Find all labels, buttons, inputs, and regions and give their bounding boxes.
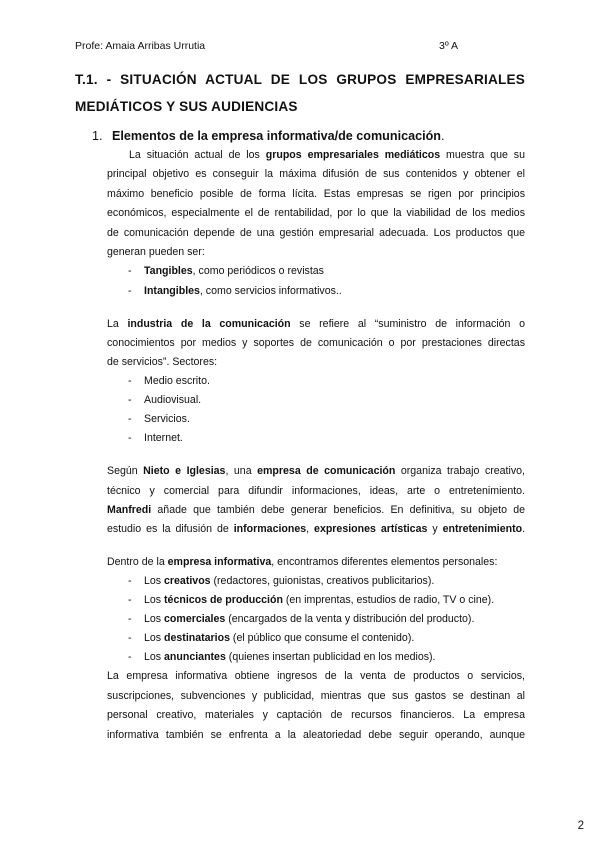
p4-bold-term: empresa informativa xyxy=(167,556,272,568)
header-teacher: Profe: Amaia Arribas Urrutia xyxy=(75,40,206,52)
p1-line-6: generan pueden ser: xyxy=(107,246,205,258)
p5-line-4: informativa también se enfrenta a la aleatoriedad debe seguir operando, aunque xyxy=(107,729,525,741)
p3-text: añade que también debe generar beneficios. En definitiva, su objeto de xyxy=(151,504,525,516)
list-text: Los xyxy=(144,575,165,587)
p3-line-4 xyxy=(107,520,525,539)
p1-line-3: máximo beneficio posible de forma lícita. Estas empresas se rigen por principios xyxy=(107,188,525,200)
list-dash: - xyxy=(128,613,132,625)
list-dash: - xyxy=(128,632,132,644)
p5-line-3: personal creativo, materiales y captación de recursos financieros. La empresa xyxy=(107,709,525,721)
list-bold: Intangibles xyxy=(144,285,200,297)
p1-bold-term: grupos empresariales mediáticos xyxy=(265,149,441,161)
title-line-1: T.1. - SITUACIÓN ACTUAL DE LOS GRUPOS EMPRESARIALES xyxy=(75,72,525,87)
p4-line-1 xyxy=(107,553,525,572)
list-text: , como periódicos o revistas xyxy=(192,265,324,277)
p4-text: , encontramos diferentes elementos personales: xyxy=(271,556,498,568)
p3-line-3 xyxy=(107,501,525,520)
p3-text: . xyxy=(522,523,526,535)
p3-text: y xyxy=(427,523,443,535)
p3-bold-term: Nieto e Iglesias xyxy=(143,465,226,477)
p1-line-5: de comunicación depende de una gestión empresarial adecuada. Los productos que xyxy=(107,227,525,239)
p2-line-2: conocimientos por medios y soportes de comunicación o por prestaciones directas xyxy=(107,337,525,349)
p5-line-1: La empresa informativa obtiene ingresos de la venta de productos o servicios, xyxy=(107,670,525,682)
p3-bold-term: empresa de comunicación xyxy=(257,465,396,477)
p1-line-4: económicos, especialmente el de rentabilidad, por lo que la viabilidad de los medios xyxy=(107,207,525,219)
p2-text: se refiere al “suministro de información o xyxy=(290,318,525,330)
section-heading-period: . xyxy=(440,129,445,143)
p3-text: estudio es la difusión de xyxy=(107,523,234,535)
list-dash: - xyxy=(128,575,132,587)
p3-text: organiza trabajo creativo, xyxy=(395,465,525,477)
p1-text: muestra que su xyxy=(440,149,525,161)
p3-bold-term: entretenimiento xyxy=(442,523,523,535)
list-text: Los xyxy=(144,594,165,606)
p2-line-1 xyxy=(107,315,525,334)
header-grade: 3º A xyxy=(439,40,459,52)
list-bold: comerciales xyxy=(164,613,226,625)
list-text: Audiovisual. xyxy=(144,394,202,406)
p1-text: La situación actual de los xyxy=(129,149,266,161)
list-dash: - xyxy=(128,375,132,387)
section-heading-text: Elementos de la empresa informativa/de comunicación xyxy=(112,129,441,143)
list-text: Los xyxy=(144,613,165,625)
list-bold: destinatarios xyxy=(164,632,230,644)
p3-text: , una xyxy=(225,465,258,477)
p3-text: Según xyxy=(107,465,144,477)
p2-bold-term: industria de la comunicación xyxy=(127,318,291,330)
section-heading xyxy=(92,129,444,143)
list-bold: creativos xyxy=(164,575,211,587)
title-line-2: MEDIÁTICOS Y SUS AUDIENCIAS xyxy=(75,99,298,114)
p1-line-1 xyxy=(107,146,525,165)
list-bold: Tangibles xyxy=(144,265,193,277)
p3-line-2: técnico y comercial para difundir informaciones, ideas, arte o entretenimiento. xyxy=(107,485,525,497)
p2-line-3: de servicios”. Sectores: xyxy=(107,356,218,368)
p3-bold-term: Manfredi xyxy=(107,504,152,516)
p5-line-2: suscripciones, subvenciones y publicidad, mientras que sus gastos se destinan al xyxy=(107,690,525,702)
list-dash: - xyxy=(128,432,132,444)
page-number: 2 xyxy=(577,820,584,832)
list-text: , como servicios informativos.. xyxy=(199,285,342,297)
list-text: Los xyxy=(144,651,165,663)
p1-line-2: principal objetivo es conseguir la máxima difusión de sus contenidos y obtener el xyxy=(107,168,525,180)
list-dash: - xyxy=(128,394,132,406)
list-dash: - xyxy=(128,413,132,425)
p3-line-1 xyxy=(107,462,525,481)
p4-text: Dentro de la xyxy=(107,556,168,568)
list-text: (redactores, guionistas, creativos publicitarios). xyxy=(210,575,435,587)
list-dash: - xyxy=(128,285,132,297)
p3-bold-term: expresiones artísticas xyxy=(314,523,428,535)
list-dash: - xyxy=(128,594,132,606)
list-text: Los xyxy=(144,632,165,644)
list-dash: - xyxy=(128,651,132,663)
list-text: Internet. xyxy=(144,432,183,444)
list-text: Medio escrito. xyxy=(144,375,210,387)
list-bold: técnicos de producción xyxy=(164,594,283,606)
p3-text: , xyxy=(306,523,315,535)
list-text: (quienes insertan publicidad en los medios). xyxy=(225,651,436,663)
list-dash: - xyxy=(128,265,132,277)
list-bold: anunciantes xyxy=(164,651,226,663)
list-text: (el público que consume el contenido). xyxy=(229,632,415,644)
list-text: (en imprentas, estudios de radio, TV o cine). xyxy=(282,594,495,606)
list-text: (encargados de la venta y distribución del producto). xyxy=(225,613,475,625)
p3-bold-term: informaciones xyxy=(233,523,307,535)
section-number: 1. xyxy=(92,129,103,143)
p2-text: La xyxy=(107,318,128,330)
list-text: Servicios. xyxy=(144,413,190,425)
